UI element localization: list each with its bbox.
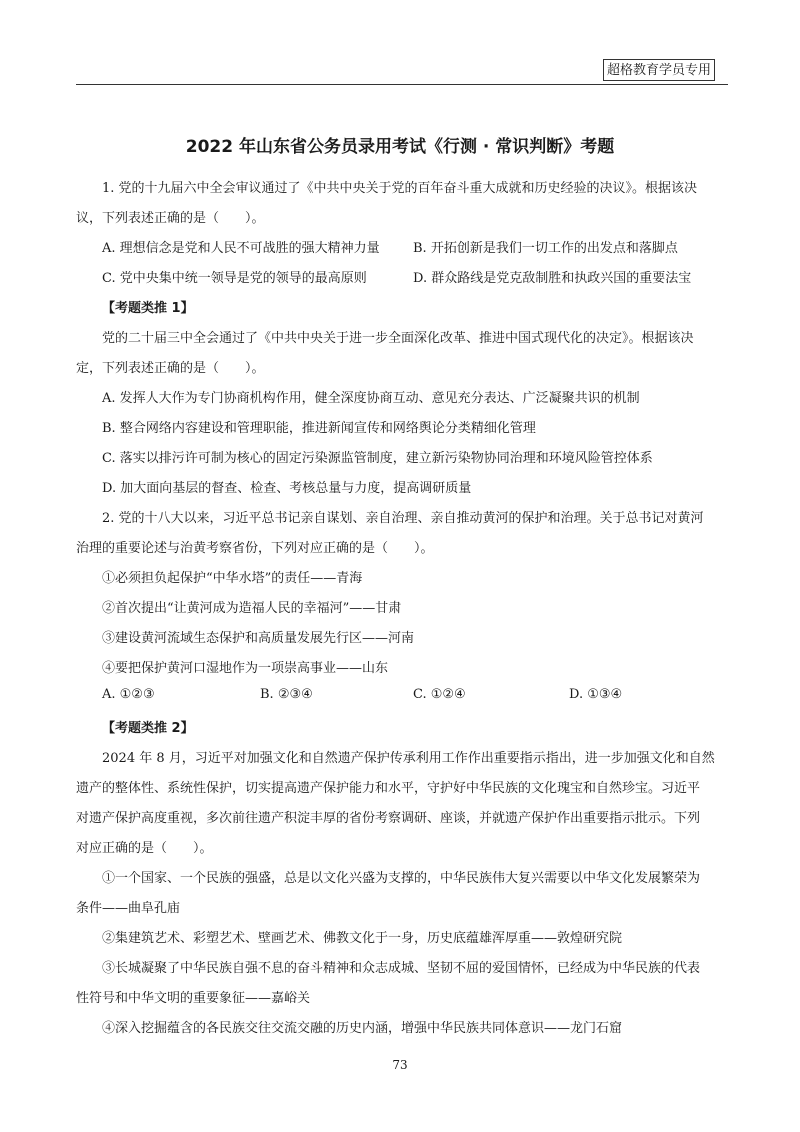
q2-option-d: D. ①③④ [569,687,623,702]
ext2-stem-line1: 2024 年 8 月，习近平对加强文化和自然遗产保护传承利用工作作出重要指示指出，进一步加强文化和自然 [102,751,715,766]
q1-option-a: A. 理想信念是党和人民不可战胜的强大精神力量 [102,241,380,256]
q2-stem-line1: 2. 党的十八大以来，习近平总书记亲自谋划、亲自治理、亲自推动黄河的保护和治理。关于总书记对黄河 [102,511,704,526]
q2-item-3: ③建设黄河流域生态保护和高质量发展先行区——河南 [102,631,415,646]
page-number: 73 [392,1058,408,1072]
q2-option-a: A. ①②③ [102,687,155,702]
ext1-stem-line1: 党的二十届三中全会通过了《中共中央关于进一步全面深化改革、推进中国式现代化的决定》。根据该决 [102,331,694,346]
ext1-option-a: A. 发挥人大作为专门协商机构作用，健全深度协商互动、意见充分表达、广泛凝聚共识的机制 [102,391,640,406]
q2-item-1: ①必须担负起保护“中华水塔”的责任——青海 [102,571,363,586]
ext2-item-3-line2: 性符号和中华文明的重要象征——嘉峪关 [76,991,311,1006]
ext2-stem-line3: 对遗产保护高度重视，多次前往遗产积淀丰厚的省份考察调研、座谈，并就遗产保护作出重要指示批示。下列 [76,811,701,826]
ext2-heading: 【考题类推 2】 [102,721,194,736]
q2-option-c: C. ①②④ [413,687,466,702]
q2-item-4: ④要把保护黄河口湿地作为一项崇高事业——山东 [102,661,389,676]
ext1-heading: 【考题类推 1】 [102,301,194,316]
q2-item-2: ②首次提出“让黄河成为造福人民的幸福河”——甘肃 [102,601,402,616]
q1-stem-line2: 议，下列表述正确的是（ ）。 [76,211,265,226]
q1-option-b: B. 开拓创新是我们一切工作的出发点和落脚点 [413,241,678,256]
ext2-item-1-line2: 条件——曲阜孔庙 [76,901,181,916]
page-title: 2022 年山东省公务员录用考试《行测 · 常识判断》考题 [185,137,615,157]
ext1-option-d: D. 加大面向基层的督查、检查、考核总量与力度，提高调研质量 [102,481,472,496]
ext2-item-3-line1: ③长城凝聚了中华民族自强不息的奋斗精神和众志成城、坚韧不屈的爱国情怀，已经成为中华民族的代表 [102,961,701,976]
q2-stem-line2: 治理的重要论述与治黄考察省份，下列对应正确的是（ ）。 [76,541,434,556]
ext1-option-c: C. 落实以排污许可制为核心的固定污染源监管制度，建立新污染物协同治理和环境风险管控体系 [102,451,653,466]
ext2-item-1-line1: ①一个国家、一个民族的强盛，总是以文化兴盛为支撑的，中华民族伟大复兴需要以中华文化发展繁荣为 [102,871,701,886]
ext2-stem-line2: 遗产的整体性、系统性保护，切实提高遗产保护能力和水平，守护好中华民族的文化瑰宝和自然珍宝。习近平 [76,781,701,796]
ext1-stem-line2: 定，下列表述正确的是（ ）。 [76,361,265,376]
ext2-item-2: ②集建筑艺术、彩塑艺术、壁画艺术、佛教文化于一身，历史底蕴雄浑厚重——敦煌研究院 [102,931,623,946]
q2-option-b: B. ②③④ [260,687,313,702]
q1-option-d: D. 群众路线是党克敌制胜和执政兴国的重要法宝 [413,271,692,286]
q1-stem-line1: 1. 党的十九届六中全会审议通过了《中共中央关于党的百年奋斗重大成就和历史经验的决议》。根据该决 [102,181,698,196]
ext2-item-4: ④深入挖掘蕴含的各民族交往交流交融的历史内涵，增强中华民族共同体意识——龙门石窟 [102,1021,623,1036]
ext2-stem-line4: 对应正确的是（ ）。 [76,841,213,856]
header-rule [76,84,728,85]
q1-option-c: C. 党中央集中统一领导是党的领导的最高原则 [102,271,367,286]
header-stamp: 超格教育学员专用 [603,59,715,81]
ext1-option-b: B. 整合网络内容建设和管理职能，推进新闻宣传和网络舆论分类精细化管理 [102,421,536,436]
